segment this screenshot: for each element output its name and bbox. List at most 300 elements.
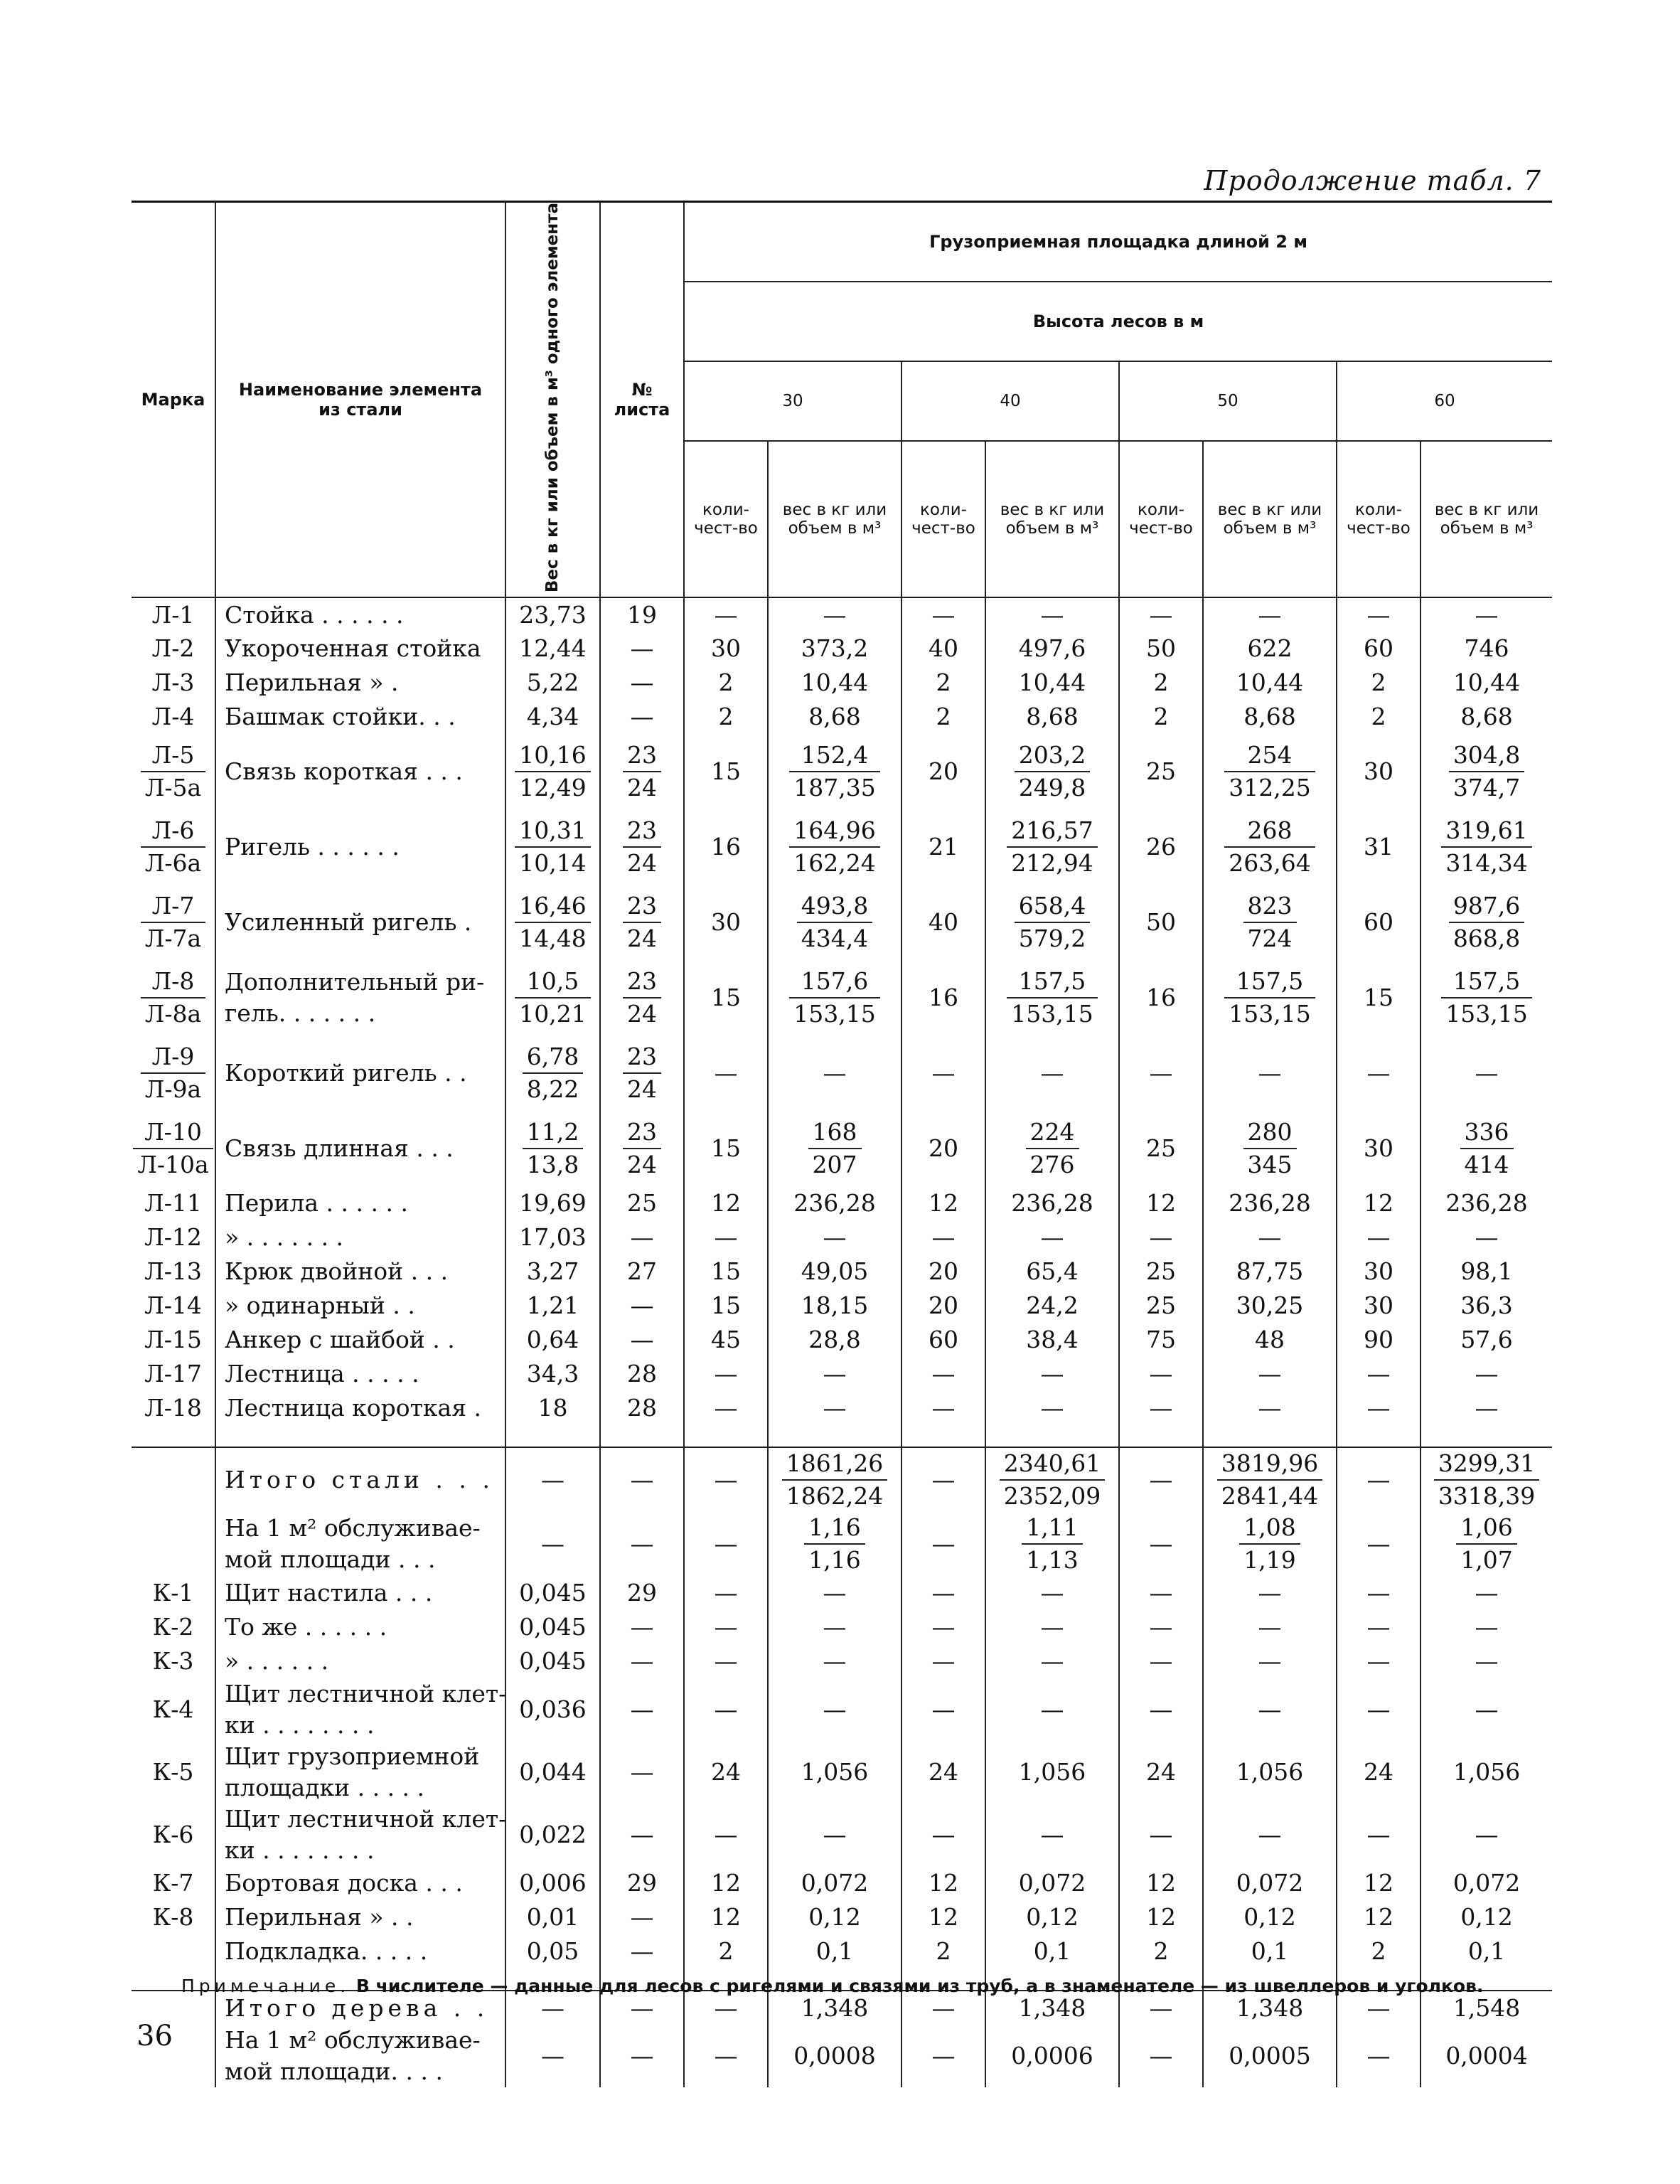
denominator: 24 (627, 925, 657, 953)
wt-cell (1203, 960, 1337, 1035)
element-name: Щит лестничной клет- ки . . . . . . . . (225, 1805, 507, 1865)
mark-cell (132, 700, 215, 734)
qty-cell-value: 2 (1153, 703, 1169, 731)
fraction (623, 890, 661, 954)
empty-cell (1203, 1425, 1337, 1447)
denominator: 10,14 (519, 849, 587, 878)
weight-cell-value: 0,045 (519, 1647, 587, 1676)
weight-cell-value: 23,73 (519, 600, 587, 629)
header-qty: коли-чест-во (901, 441, 985, 597)
qty-cell-value: — (931, 1394, 956, 1422)
element-name: Лестница короткая . (225, 1394, 482, 1422)
wt-cell-value: — (823, 600, 847, 629)
mark-cell (132, 1035, 215, 1111)
fraction (1449, 890, 1524, 954)
sheet-cell-value: — (630, 1695, 654, 1724)
element-name: Итого стали . . . (225, 1466, 494, 1494)
empty-cell (1337, 1425, 1420, 1447)
fraction (1460, 1117, 1514, 1181)
fraction (1224, 966, 1315, 1030)
fraction (797, 890, 872, 954)
qty-cell-value: — (1366, 1579, 1391, 1607)
wt-cell (985, 1255, 1119, 1289)
element-name: Подкладка. . . . . (225, 1937, 428, 1966)
sheet-cell (600, 2025, 684, 2087)
header-qty: коли-чест-во (1337, 441, 1420, 597)
wt-cell (985, 1035, 1119, 1111)
qty-cell-value: — (714, 1394, 738, 1422)
wt-cell-value: 1,056 (1236, 1758, 1304, 1786)
wt-cell-value: — (1040, 1059, 1064, 1087)
wt-cell (768, 1934, 901, 1969)
weight-cell-value: 34,3 (526, 1360, 579, 1388)
wt-cell (768, 809, 901, 885)
qty-cell (901, 1357, 985, 1391)
sheet-cell-value: 28 (627, 1394, 657, 1422)
qty-cell (1119, 1255, 1203, 1289)
weight-cell-value: — (541, 2042, 565, 2070)
wt-cell (1420, 597, 1552, 632)
qty-cell-value: — (714, 1821, 738, 1849)
qty-cell (684, 1289, 768, 1323)
sheet-cell-value: 19 (627, 600, 657, 629)
table-body (132, 597, 1552, 2087)
wt-cell (1203, 809, 1337, 885)
footnote-label: Примечание. (181, 1976, 351, 1996)
qty-cell (684, 809, 768, 885)
sheet-cell-value: — (630, 1821, 654, 1849)
qty-cell-value: 21 (929, 833, 958, 861)
wt-cell-value: 1,056 (801, 1758, 869, 1786)
qty-cell-value: — (714, 1466, 738, 1494)
qty-cell (684, 734, 768, 809)
wt-cell (768, 632, 901, 666)
qty-cell (1337, 885, 1420, 960)
wt-cell (985, 1391, 1119, 1425)
qty-cell (1337, 1900, 1420, 1934)
wt-cell (1203, 1512, 1337, 1576)
qty-cell (901, 734, 985, 809)
wt-cell-value: — (1475, 1394, 1499, 1422)
qty-cell-value: 25 (1146, 1257, 1176, 1286)
qty-cell (684, 1035, 768, 1111)
qty-cell (684, 1186, 768, 1220)
wt-cell-value: 18,15 (801, 1291, 869, 1320)
name-cell (215, 1610, 505, 1644)
wt-cell-value: 0,072 (1452, 1869, 1521, 1897)
denominator: 2352,09 (1003, 1482, 1101, 1511)
denominator: 13,8 (526, 1151, 579, 1179)
qty-cell (1337, 1323, 1420, 1357)
wt-cell (1420, 1035, 1552, 1111)
wt-cell-value: — (1040, 1394, 1064, 1422)
qty-cell-value: 24 (929, 1758, 958, 1786)
wt-cell (768, 1610, 901, 1644)
qty-cell (684, 1576, 768, 1610)
table-row (132, 734, 1552, 809)
weight-cell-value: 0,64 (526, 1326, 579, 1354)
qty-cell (1119, 666, 1203, 700)
weight-cell-value: 0,05 (526, 1937, 579, 1966)
qty-cell-value: 12 (1146, 1189, 1176, 1218)
qty-cell-value: 12 (1364, 1903, 1393, 1932)
qty-cell (1119, 809, 1203, 885)
sheet-cell (600, 1678, 684, 1741)
numerator: 23 (623, 740, 661, 772)
weight-cell (505, 1357, 600, 1391)
wt-cell-value: — (1475, 1695, 1499, 1724)
footnote-text: В числителе — данные для лесов с ригелями и связями из труб, а в знаменателе — из швеллеров и уголков. (355, 1976, 1484, 1996)
mark-cell (132, 1900, 215, 1934)
wt-cell-value: 1,056 (1018, 1758, 1086, 1786)
wt-cell-value: 65,4 (1026, 1257, 1079, 1286)
qty-cell (901, 960, 985, 1035)
fraction (1224, 815, 1315, 879)
wt-cell (1420, 734, 1552, 809)
weight-cell (505, 1186, 600, 1220)
wt-cell (768, 960, 901, 1035)
numerator: Л-5 (141, 740, 205, 772)
wt-cell (1203, 632, 1337, 666)
qty-cell-value: — (1366, 1530, 1391, 1558)
empty-cell (1420, 1425, 1552, 1447)
wt-cell (1203, 1391, 1337, 1425)
element-name: Дополнительный ри- гель. . . . . . . (225, 968, 485, 1028)
element-name: Щит настила . . . (225, 1579, 433, 1607)
fraction (1243, 1117, 1297, 1181)
wt-cell-value: — (1475, 1360, 1499, 1388)
numerator: 203,2 (1015, 740, 1090, 772)
element-name: Усиленный ригель . (225, 908, 472, 937)
wt-cell (768, 1576, 901, 1610)
weight-cell (505, 1391, 600, 1425)
qty-cell-value: 45 (711, 1326, 741, 1354)
denominator: 212,94 (1011, 849, 1093, 878)
wt-cell (1420, 1391, 1552, 1425)
qty-cell-value: 90 (1364, 1326, 1393, 1354)
wt-cell (985, 960, 1119, 1035)
wt-cell-value: 10,44 (1452, 668, 1521, 697)
fraction (141, 815, 205, 879)
table-row (132, 1900, 1552, 1934)
wt-cell-value: 0,12 (808, 1903, 861, 1932)
wt-cell (1420, 1576, 1552, 1610)
denominator: Л-6а (144, 849, 202, 878)
wt-cell (1203, 1678, 1337, 1741)
numerator: 16,46 (515, 890, 590, 923)
numerator: 1,16 (804, 1512, 865, 1545)
wt-cell-value: 1,548 (1452, 1993, 1521, 2022)
name-cell (215, 809, 505, 885)
sheet-cell-value: 27 (627, 1257, 657, 1286)
numerator: 10,31 (515, 815, 590, 848)
mark-cell (132, 960, 215, 1035)
fraction (789, 815, 879, 879)
sheet-cell-value: — (630, 668, 654, 697)
sheet-cell (600, 666, 684, 700)
wt-cell-value: — (1258, 1613, 1282, 1641)
qty-cell-value: 12 (1364, 1189, 1393, 1218)
fraction (515, 740, 590, 804)
footnote (181, 1976, 1483, 1996)
denominator: Л-8а (144, 1000, 202, 1028)
qty-cell (1337, 1576, 1420, 1610)
fraction (523, 1117, 583, 1181)
wt-cell (1420, 809, 1552, 885)
weight-cell-value: 0,01 (526, 1903, 579, 1932)
qty-cell (1119, 1934, 1203, 1969)
fraction (1243, 890, 1297, 954)
numerator: Л-6 (141, 815, 205, 848)
weight-cell-value: — (541, 1466, 565, 1494)
qty-cell-value: — (931, 1613, 956, 1641)
fraction (1456, 1512, 1516, 1576)
mark-cell (132, 1512, 215, 1576)
denominator: 24 (627, 774, 657, 802)
header-weight (505, 202, 600, 598)
sheet-cell (600, 1186, 684, 1220)
empty-cell (215, 1425, 505, 1447)
table-row (132, 1111, 1552, 1186)
qty-cell-value: 16 (929, 984, 958, 1012)
qty-cell (1119, 1576, 1203, 1610)
qty-cell (1119, 734, 1203, 809)
wt-cell-value: 30,25 (1236, 1291, 1304, 1320)
weight-cell-value: 4,34 (526, 703, 579, 731)
wt-cell (985, 1900, 1119, 1934)
weight-cell (505, 700, 600, 734)
denominator: 24 (627, 1151, 657, 1179)
name-cell (215, 1644, 505, 1678)
qty-cell-value: 60 (929, 1326, 958, 1354)
wt-cell (768, 1678, 901, 1741)
table-row (132, 809, 1552, 885)
empty-cell (901, 1425, 985, 1447)
denominator: Л-10а (137, 1151, 209, 1179)
wt-cell-value: — (1258, 1647, 1282, 1676)
qty-cell-value: 2 (1153, 668, 1169, 697)
wt-cell (985, 1576, 1119, 1610)
wt-cell (1203, 666, 1337, 700)
name-cell (215, 1186, 505, 1220)
wt-cell-value: — (823, 1647, 847, 1676)
fraction (789, 740, 879, 804)
qty-cell (901, 597, 985, 632)
fraction (141, 966, 205, 1030)
qty-cell-value: 60 (1364, 908, 1393, 937)
qty-cell-value: — (714, 1579, 738, 1607)
mark-cell-value: Л-18 (144, 1394, 202, 1422)
wt-cell (985, 1357, 1119, 1391)
qty-cell (1337, 1866, 1420, 1900)
wt-cell (1420, 1644, 1552, 1678)
mark-cell (132, 1610, 215, 1644)
wt-cell-value: — (823, 1579, 847, 1607)
denominator: Л-9а (144, 1075, 202, 1104)
numerator: 304,8 (1449, 740, 1524, 772)
denominator: 153,15 (1445, 1000, 1528, 1028)
sheet-cell (600, 1391, 684, 1425)
qty-cell-value: 12 (1146, 1903, 1176, 1932)
table-row (132, 1357, 1552, 1391)
denominator: 1,07 (1460, 1546, 1513, 1575)
wt-cell-value: 373,2 (801, 634, 869, 663)
wt-cell (1420, 1289, 1552, 1323)
wt-cell-value: — (1258, 600, 1282, 629)
denominator: 263,64 (1229, 849, 1311, 878)
mark-cell (132, 666, 215, 700)
fraction (808, 1117, 862, 1181)
qty-cell (901, 2025, 985, 2087)
data-table (132, 201, 1552, 2087)
denominator: 249,8 (1018, 774, 1086, 802)
wt-cell-value: — (1475, 1223, 1499, 1252)
numerator: 157,5 (1441, 966, 1531, 998)
qty-cell (901, 1644, 985, 1678)
qty-cell-value: — (1149, 1579, 1173, 1607)
numerator: 2340,61 (1000, 1448, 1105, 1481)
denominator: 579,2 (1018, 925, 1086, 953)
element-name: Бортовая доска . . . (225, 1869, 463, 1897)
sheet-cell (600, 809, 684, 885)
wt-cell (1420, 885, 1552, 960)
mark-cell (132, 1644, 215, 1678)
qty-cell-value: 2 (936, 668, 951, 697)
wt-cell (985, 2025, 1119, 2087)
qty-cell (684, 1678, 768, 1741)
wt-cell-value: — (823, 1821, 847, 1849)
qty-cell (684, 1447, 768, 1512)
qty-cell (901, 1323, 985, 1357)
qty-cell-value: — (714, 2042, 738, 2070)
qty-cell (1337, 1111, 1420, 1186)
qty-cell-value: 20 (929, 1257, 958, 1286)
qty-cell (1119, 1900, 1203, 1934)
qty-cell (1337, 1391, 1420, 1425)
element-name: Перила . . . . . . (225, 1189, 408, 1218)
numerator: 658,4 (1015, 890, 1090, 923)
wt-cell-value: — (1475, 600, 1499, 629)
name-cell (215, 1866, 505, 1900)
numerator: 493,8 (797, 890, 872, 923)
name-cell (215, 1035, 505, 1111)
qty-cell (901, 885, 985, 960)
qty-cell-value: 40 (929, 634, 958, 663)
wt-cell (1420, 1512, 1552, 1576)
qty-cell-value: 25 (1146, 757, 1176, 786)
sheet-cell (600, 1610, 684, 1644)
wt-cell (1420, 1255, 1552, 1289)
table-row (132, 1678, 1552, 1741)
qty-cell (1119, 1111, 1203, 1186)
denominator: Л-5а (144, 774, 202, 802)
wt-cell (1420, 1610, 1552, 1644)
qty-cell-value: 16 (711, 833, 741, 861)
sheet-cell-value: 29 (627, 1579, 657, 1607)
wt-cell-value: — (1475, 1613, 1499, 1641)
qty-cell (684, 885, 768, 960)
wt-cell (768, 1804, 901, 1866)
wt-cell (1420, 960, 1552, 1035)
qty-cell (901, 666, 985, 700)
wt-cell (985, 700, 1119, 734)
header-sheet: № листа (600, 202, 684, 598)
wt-cell (768, 885, 901, 960)
sheet-cell (600, 1220, 684, 1255)
mark-cell-value: Л-2 (151, 634, 195, 663)
wt-cell (985, 666, 1119, 700)
mark-cell-value: Л-17 (144, 1360, 202, 1388)
qty-cell-value: — (931, 2042, 956, 2070)
qty-cell-value: 2 (718, 1937, 734, 1966)
wt-cell (768, 1035, 901, 1111)
wt-cell (1203, 597, 1337, 632)
sheet-cell-value: — (630, 1466, 654, 1494)
mark-cell (132, 1255, 215, 1289)
wt-cell (768, 2025, 901, 2087)
wt-cell (768, 1220, 901, 1255)
fraction (1022, 1512, 1082, 1576)
wt-cell-value: 0,072 (801, 1869, 869, 1897)
fraction (523, 1041, 583, 1105)
wt-cell (768, 1900, 901, 1934)
qty-cell (1337, 1678, 1420, 1741)
qty-cell (901, 1186, 985, 1220)
wt-cell (768, 1186, 901, 1220)
qty-cell-value: 20 (929, 757, 958, 786)
wt-cell-value: — (823, 1223, 847, 1252)
name-cell (215, 960, 505, 1035)
qty-cell-value: — (1149, 2042, 1173, 2070)
qty-cell-value: 2 (1153, 1937, 1169, 1966)
fraction (623, 966, 661, 1030)
table-caption: Продолжение табл. 7 (1204, 165, 1541, 196)
element-name: Щит грузоприемной площадки . . . . . (225, 1742, 480, 1802)
qty-cell-value: — (931, 1993, 956, 2022)
denominator: Л-7а (144, 925, 202, 953)
denominator: 276 (1029, 1151, 1075, 1179)
wt-cell-value: 0,0006 (1011, 2042, 1093, 2070)
wt-cell (768, 1289, 901, 1323)
table-row (132, 1610, 1552, 1644)
qty-cell-value: — (931, 1579, 956, 1607)
qty-cell-value: 2 (718, 703, 734, 731)
qty-cell (1337, 1512, 1420, 1576)
qty-cell-value: — (1366, 1695, 1391, 1724)
empty-cell (768, 1425, 901, 1447)
weight-cell-value: 0,045 (519, 1613, 587, 1641)
table-row (132, 1391, 1552, 1425)
table-row (132, 2025, 1552, 2087)
wt-cell (1203, 1035, 1337, 1111)
qty-cell (1119, 1741, 1203, 1804)
qty-cell (684, 1220, 768, 1255)
name-cell (215, 734, 505, 809)
wt-cell (1203, 1804, 1337, 1866)
name-cell (215, 597, 505, 632)
numerator: 823 (1243, 890, 1297, 923)
numerator: 157,5 (1007, 966, 1097, 998)
element-name: Перильная » . . (225, 1903, 414, 1932)
qty-cell-value: 24 (1146, 1758, 1176, 1786)
qty-cell-value: 12 (929, 1869, 958, 1897)
qty-cell-value: 30 (1364, 1257, 1393, 1286)
qty-cell-value: 30 (1364, 1134, 1393, 1163)
qty-cell (1337, 1289, 1420, 1323)
denominator: 24 (627, 1000, 657, 1028)
fraction (804, 1512, 865, 1576)
wt-cell (985, 597, 1119, 632)
